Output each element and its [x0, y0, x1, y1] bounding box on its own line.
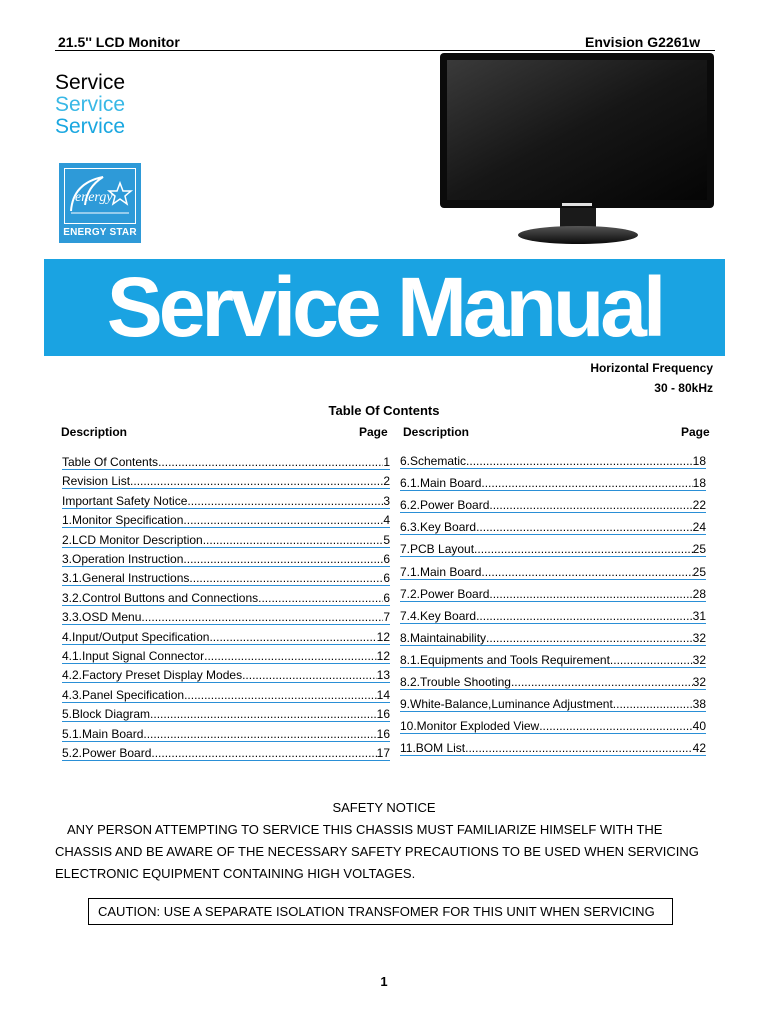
toc-entry[interactable]	[62, 552, 390, 567]
toc-entry-label: 9.White-Balance,Luminance Adjustment	[400, 697, 613, 712]
toc-entry-label: 8.1.Equipments and Tools Requirement	[400, 652, 610, 667]
toc-entry-label: Table Of Contents	[62, 455, 159, 469]
toc-entry-label: 5.2.Power Board	[62, 746, 152, 760]
toc-entry-page: 1	[383, 455, 390, 469]
page-number: 1	[380, 974, 388, 989]
energy-star-logo	[59, 163, 141, 243]
toc-entry-leader	[187, 494, 383, 509]
toc-entry-leader	[158, 455, 383, 470]
toc-entry-leader	[539, 719, 692, 734]
toc-entry[interactable]	[400, 454, 706, 469]
toc-entry-page: 18	[692, 476, 706, 491]
banner-title: Service Manual	[106, 260, 663, 354]
toc-entry[interactable]	[400, 697, 706, 712]
toc-entry-label: 1.Monitor Specification	[62, 513, 184, 528]
toc-left-description-header: Description	[61, 425, 128, 439]
toc-entry[interactable]	[400, 520, 706, 535]
toc-entry-leader	[481, 476, 692, 491]
toc-entry[interactable]	[62, 630, 390, 645]
service-word-black: Service	[55, 71, 126, 94]
toc-entry-page: 4	[383, 513, 390, 528]
toc-right-description-header: Description	[403, 425, 470, 439]
model-name: Envision G2261w	[585, 34, 701, 50]
toc-entry[interactable]	[62, 494, 390, 509]
toc-entry-page: 12	[376, 629, 390, 644]
toc-entry-label: 10.Monitor Exploded View	[400, 719, 540, 734]
spec-value: 30 - 80kHz	[654, 381, 713, 395]
toc-entry[interactable]	[400, 498, 706, 513]
toc-title: Table Of Contents	[328, 403, 440, 418]
toc-entry[interactable]	[400, 587, 706, 602]
toc-entry-leader	[183, 513, 383, 528]
toc-entry-leader	[489, 498, 692, 513]
toc-entry-page: 38	[692, 697, 706, 712]
toc-entry-label: 7.PCB Layout	[400, 542, 475, 557]
toc-entry-label: 4.1.Input Signal Connector	[62, 649, 205, 663]
toc-entry-page: 31	[692, 608, 706, 623]
toc-entry-label: 7.1.Main Board	[400, 564, 482, 579]
toc-right-page-header: Page	[681, 425, 710, 439]
toc-entry-page: 6	[383, 552, 390, 566]
toc-entry-page: 6	[383, 571, 390, 586]
toc-entry-label: 4.2.Factory Preset Display Modes	[62, 668, 243, 683]
toc-entry-label: 6.Schematic	[400, 454, 467, 468]
toc-entry-page: 16	[376, 707, 390, 722]
toc-entry-leader	[204, 649, 377, 664]
monitor-image	[438, 53, 716, 248]
toc-entry[interactable]	[62, 688, 390, 703]
toc-entry-leader	[184, 688, 377, 703]
toc-entry-page: 24	[692, 520, 706, 535]
toc-entry-leader	[209, 630, 376, 645]
toc-entry[interactable]	[62, 533, 390, 548]
toc-entry-page: 6	[383, 590, 390, 605]
toc-entry[interactable]	[62, 591, 390, 606]
toc-entry-label: 4.Input/Output Specification	[62, 629, 210, 644]
toc-entry-leader	[486, 631, 693, 646]
service-word-light-blue: Service	[55, 93, 126, 116]
toc-entry-label: 6.2.Power Board	[400, 498, 490, 513]
toc-entry[interactable]	[62, 707, 390, 722]
toc-entry-leader	[242, 668, 377, 683]
toc-entry-label: 6.3.Key Board	[400, 520, 477, 535]
toc-entry-leader	[466, 454, 693, 469]
toc-entry-label: 7.4.Key Board	[400, 608, 477, 623]
toc-entry[interactable]	[62, 610, 390, 625]
toc-entry-page: 18	[692, 454, 706, 468]
toc-entry-page: 40	[692, 719, 706, 734]
toc-entry[interactable]	[62, 474, 390, 489]
toc-entry[interactable]	[400, 542, 706, 557]
toc-entry-label: 8.Maintainability	[400, 630, 487, 645]
toc-entry-page: 16	[376, 726, 390, 741]
toc-entry-page: 5	[383, 532, 390, 547]
toc-entry-label: 8.2.Trouble Shooting	[400, 675, 511, 689]
toc-entry-label: 3.2.Control Buttons and Connections	[62, 590, 259, 605]
toc-entry-leader	[258, 591, 383, 606]
toc-entry-page: 28	[692, 586, 706, 601]
toc-entry-leader	[189, 571, 383, 586]
toc-entry-page: 3	[383, 493, 390, 508]
toc-entry-page: 25	[692, 564, 706, 579]
toc-entry-page: 17	[376, 746, 390, 760]
toc-entry-label: Revision List	[62, 474, 131, 489]
toc-entry-leader	[476, 609, 693, 624]
toc-entry-page: 7	[383, 610, 390, 625]
safety-line-1: ANY PERSON ATTEMPTING TO SERVICE THIS CHASSIS MUST FAMILIARIZE HIMSELF WITH THE	[67, 822, 663, 837]
caution-box: CAUTION: USE A SEPARATE ISOLATION TRANSFOMER FOR THIS UNIT WHEN SERVICING	[88, 898, 673, 925]
toc-entry-label: 4.3.Panel Specification	[62, 687, 185, 702]
toc-entry-page: 13	[376, 668, 390, 683]
toc-entry[interactable]	[400, 565, 706, 580]
toc-entry-leader	[141, 610, 383, 625]
toc-entry-label: 6.1.Main Board	[400, 476, 482, 491]
toc-entry[interactable]	[62, 746, 390, 761]
toc-entry-leader	[143, 727, 376, 742]
toc-entry-leader	[613, 697, 693, 712]
safety-line-2: CHASSIS AND BE AWARE OF THE NECESSARY SAFETY PRECAUTIONS TO BE USED WHEN SERVICING	[55, 844, 699, 859]
toc-entry-label: 7.2.Power Board	[400, 586, 490, 601]
toc-left-page-header: Page	[359, 425, 388, 439]
header-divider	[55, 50, 715, 51]
toc-entry-leader	[150, 707, 377, 722]
spec-label: Horizontal Frequency	[590, 361, 713, 375]
toc-entry-page: 42	[692, 741, 706, 756]
toc-entry-leader	[481, 565, 692, 580]
toc-entry-page: 32	[692, 675, 706, 689]
toc-entry[interactable]	[62, 571, 390, 586]
toc-entry-leader	[130, 474, 383, 489]
safety-title: SAFETY NOTICE	[332, 800, 436, 815]
toc-entry[interactable]	[400, 653, 706, 668]
toc-entry-page: 22	[692, 498, 706, 513]
toc-entry-label: 5.1.Main Board	[62, 726, 144, 741]
toc-entry-label: 2.LCD Monitor Description	[62, 532, 203, 547]
svg-text:energy: energy	[75, 190, 113, 205]
toc-entry-leader	[203, 533, 384, 548]
toc-entry-leader	[476, 520, 693, 535]
service-manual-banner	[44, 259, 725, 356]
energy-star-icon	[64, 168, 136, 224]
toc-entry-leader	[610, 653, 693, 668]
toc-entry-label: 5.Block Diagram	[62, 707, 151, 722]
toc-entry[interactable]	[62, 455, 390, 470]
toc-entry[interactable]	[400, 609, 706, 624]
toc-entry-leader	[465, 741, 693, 756]
toc-entry-page: 12	[376, 649, 390, 663]
toc-entry-label: Important Safety Notice	[62, 493, 188, 508]
toc-entry[interactable]	[400, 476, 706, 491]
toc-entry-leader	[183, 552, 383, 567]
safety-line-3: ELECTRONIC EQUIPMENT CONTAINING HIGH VOLTAGES.	[55, 866, 416, 881]
toc-entry-leader	[489, 587, 692, 602]
toc-entry[interactable]	[400, 719, 706, 734]
toc-entry[interactable]	[62, 649, 390, 664]
energy-star-label: ENERGY STAR	[63, 227, 137, 238]
toc-entry-label: 11.BOM List	[400, 741, 466, 756]
toc-entry-leader	[511, 675, 693, 690]
toc-entry[interactable]	[400, 675, 706, 690]
toc-entry-label: 3.3.OSD Menu	[62, 610, 142, 625]
toc-entry-leader	[474, 542, 693, 557]
toc-entry-page: 32	[692, 652, 706, 667]
toc-entry[interactable]	[62, 727, 390, 742]
toc-entry-page: 14	[376, 687, 390, 702]
toc-entry-page: 25	[692, 542, 706, 557]
toc-entry[interactable]	[62, 513, 390, 528]
toc-entry-label: 3.Operation Instruction	[62, 552, 184, 566]
toc-entry-label: 3.1.General Instructions	[62, 571, 190, 586]
toc-entry-page: 32	[692, 630, 706, 645]
toc-entry[interactable]	[400, 631, 706, 646]
document-subtitle: 21.5'' LCD Monitor	[58, 34, 180, 50]
toc-entry[interactable]	[62, 668, 390, 683]
toc-entry-page: 2	[383, 474, 390, 489]
toc-entry-leader	[151, 746, 376, 761]
toc-entry[interactable]	[400, 741, 706, 756]
service-word-blue: Service	[55, 115, 126, 138]
